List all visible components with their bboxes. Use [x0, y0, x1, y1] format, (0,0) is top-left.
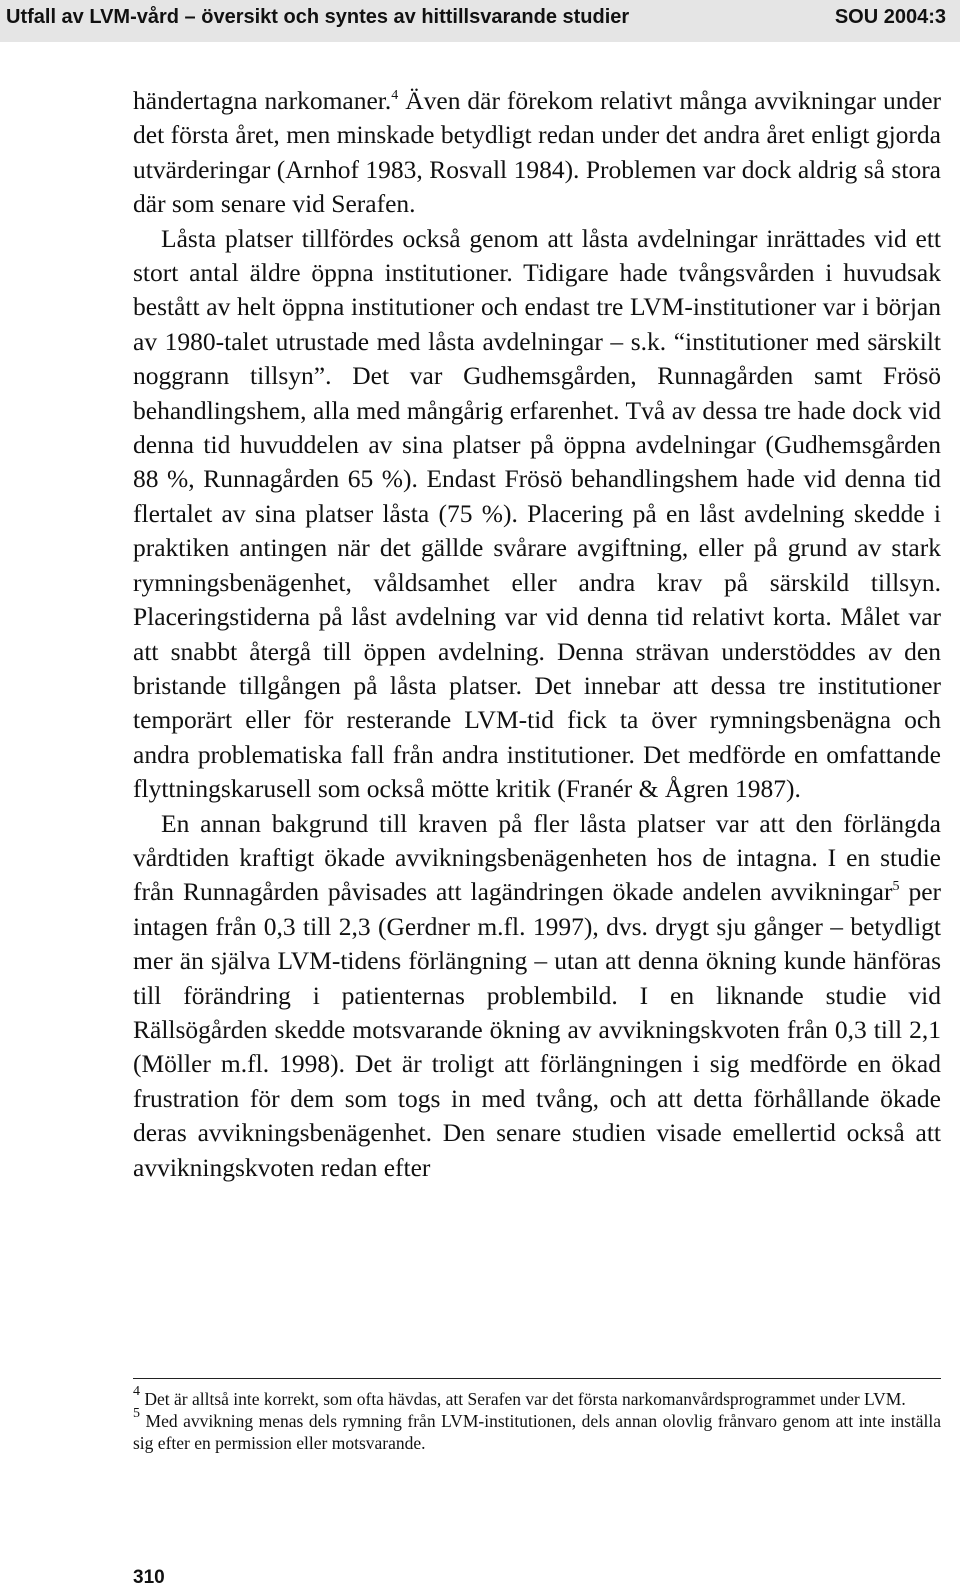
header-title: Utfall av LVM-vård – översikt och syntes av hittillsvarande studier: [6, 6, 630, 28]
footnote-divider: [133, 1378, 941, 1379]
footnotes: [133, 1384, 941, 1454]
footnote-ref[interactable]: 4: [391, 88, 399, 103]
footnote: [133, 1384, 941, 1410]
footnote-text: Det är alltså inte korrekt, som ofta hävdas, att Serafen var det första narkomanvårdsprogrammet under LVM.: [140, 1389, 906, 1409]
paragraph-text: händertagna narkomaner.: [133, 86, 392, 115]
paragraph: [133, 84, 941, 222]
paragraph-text: En annan bakgrund till kraven på fler låsta platser var att den förlängda vårdtiden kraftigt ökade avvikningsbenägenheten hos de intagna. I en studie från Runnagården påvisades att lagändringen ökade andelen avvikningar: [133, 808, 941, 907]
paragraph-text: per intagen från 0,3 till 2,3 (Gerdner m.fl. 1997), dvs. drygt sju gånger – betydligt mer än själva LVM-tidens förlängning – utan att denna ökning kunde hänföras till förändring i patienternas problembild. I en liknande studie vid Rällsögården skedde motsvarande ökning av avvikningskvoten från 0,3 till 2,1 (Möller m.fl. 1998). Det är troligt att förlängningen i sig medförde en ökad frustration för dem som togs in med tvång, och att detta förhållande ökade deras avvikningsbenägenhet. Den senare studien visade emellertid också att avvikningskvoten redan efter: [133, 877, 942, 1182]
report-reference: SOU 2004:3: [834, 6, 946, 28]
footnote-number: 5: [133, 1406, 140, 1421]
footnote: [133, 1406, 941, 1454]
running-header: [0, 0, 960, 42]
body-text: [133, 84, 941, 1185]
paragraph-text: Även där förekom relativt många avvikningar under det första året, men minskade betydligt redan under det andra året enligt gjorda utvärderingar (Arnhof 1983, Rosvall 1984). Problemen var dock aldrig så stora där som senare vid Serafen.: [133, 86, 941, 219]
footnote-text: Med avvikning menas dels rymning från LVM-institutionen, dels annan olovlig frånvaro genom att inte inställa sig efter en permission eller motsvarande.: [133, 1411, 941, 1453]
page-number: 310: [133, 1567, 165, 1588]
paragraph: [133, 807, 941, 1185]
footnote-ref[interactable]: 5: [892, 879, 900, 895]
paragraph: Låsta platser tillfördes också genom att låsta avdelningar inrättades vid ett stort antal äldre öppna institutioner. Tidigare hade tvångsvården i huvudsak bestått av helt öppna institutioner och endast tre LVM-institutioner var i början av 1980-talet utrustade med låsta avdelningar – s.k. “institutioner med särskilt noggrann tillsyn”. Det var Gudhemsgården, Runnagården samt Frösö behandlingshem, alla med mångårig erfarenhet. Två av dessa tre hade dock vid denna tid huvuddelen av sina platser på öppna avdelningar (Gudhemsgården 88 %, Runnagården 65 %). Endast Frösö behandlingshem hade vid denna tid flertalet av sina platser låsta (75 %). Placering på en låst avdelning skedde i praktiken antingen när det gällde svårare avgiftning, eller på grund av stark rymningsbenägenhet, våldsamhet eller andra krav på särskild tillsyn. Placeringstiderna på låst avdelning var vid denna tid relativt korta. Målet var att snabbt återgå till öppen avdelning. Denna strävan understöddes av den bristande tillgången på låsta platser. Det innebar att dessa tre institutioner temporärt eller för resterande LVM-tid fick ta över rymningsbenägna och andra problematiska fall från andra institutioner. Det medförde en omfattande flyttningskarusell som också mötte kritik (Franér & Ågren 1987).: [133, 223, 941, 804]
footnote-number: 4: [133, 1384, 140, 1399]
